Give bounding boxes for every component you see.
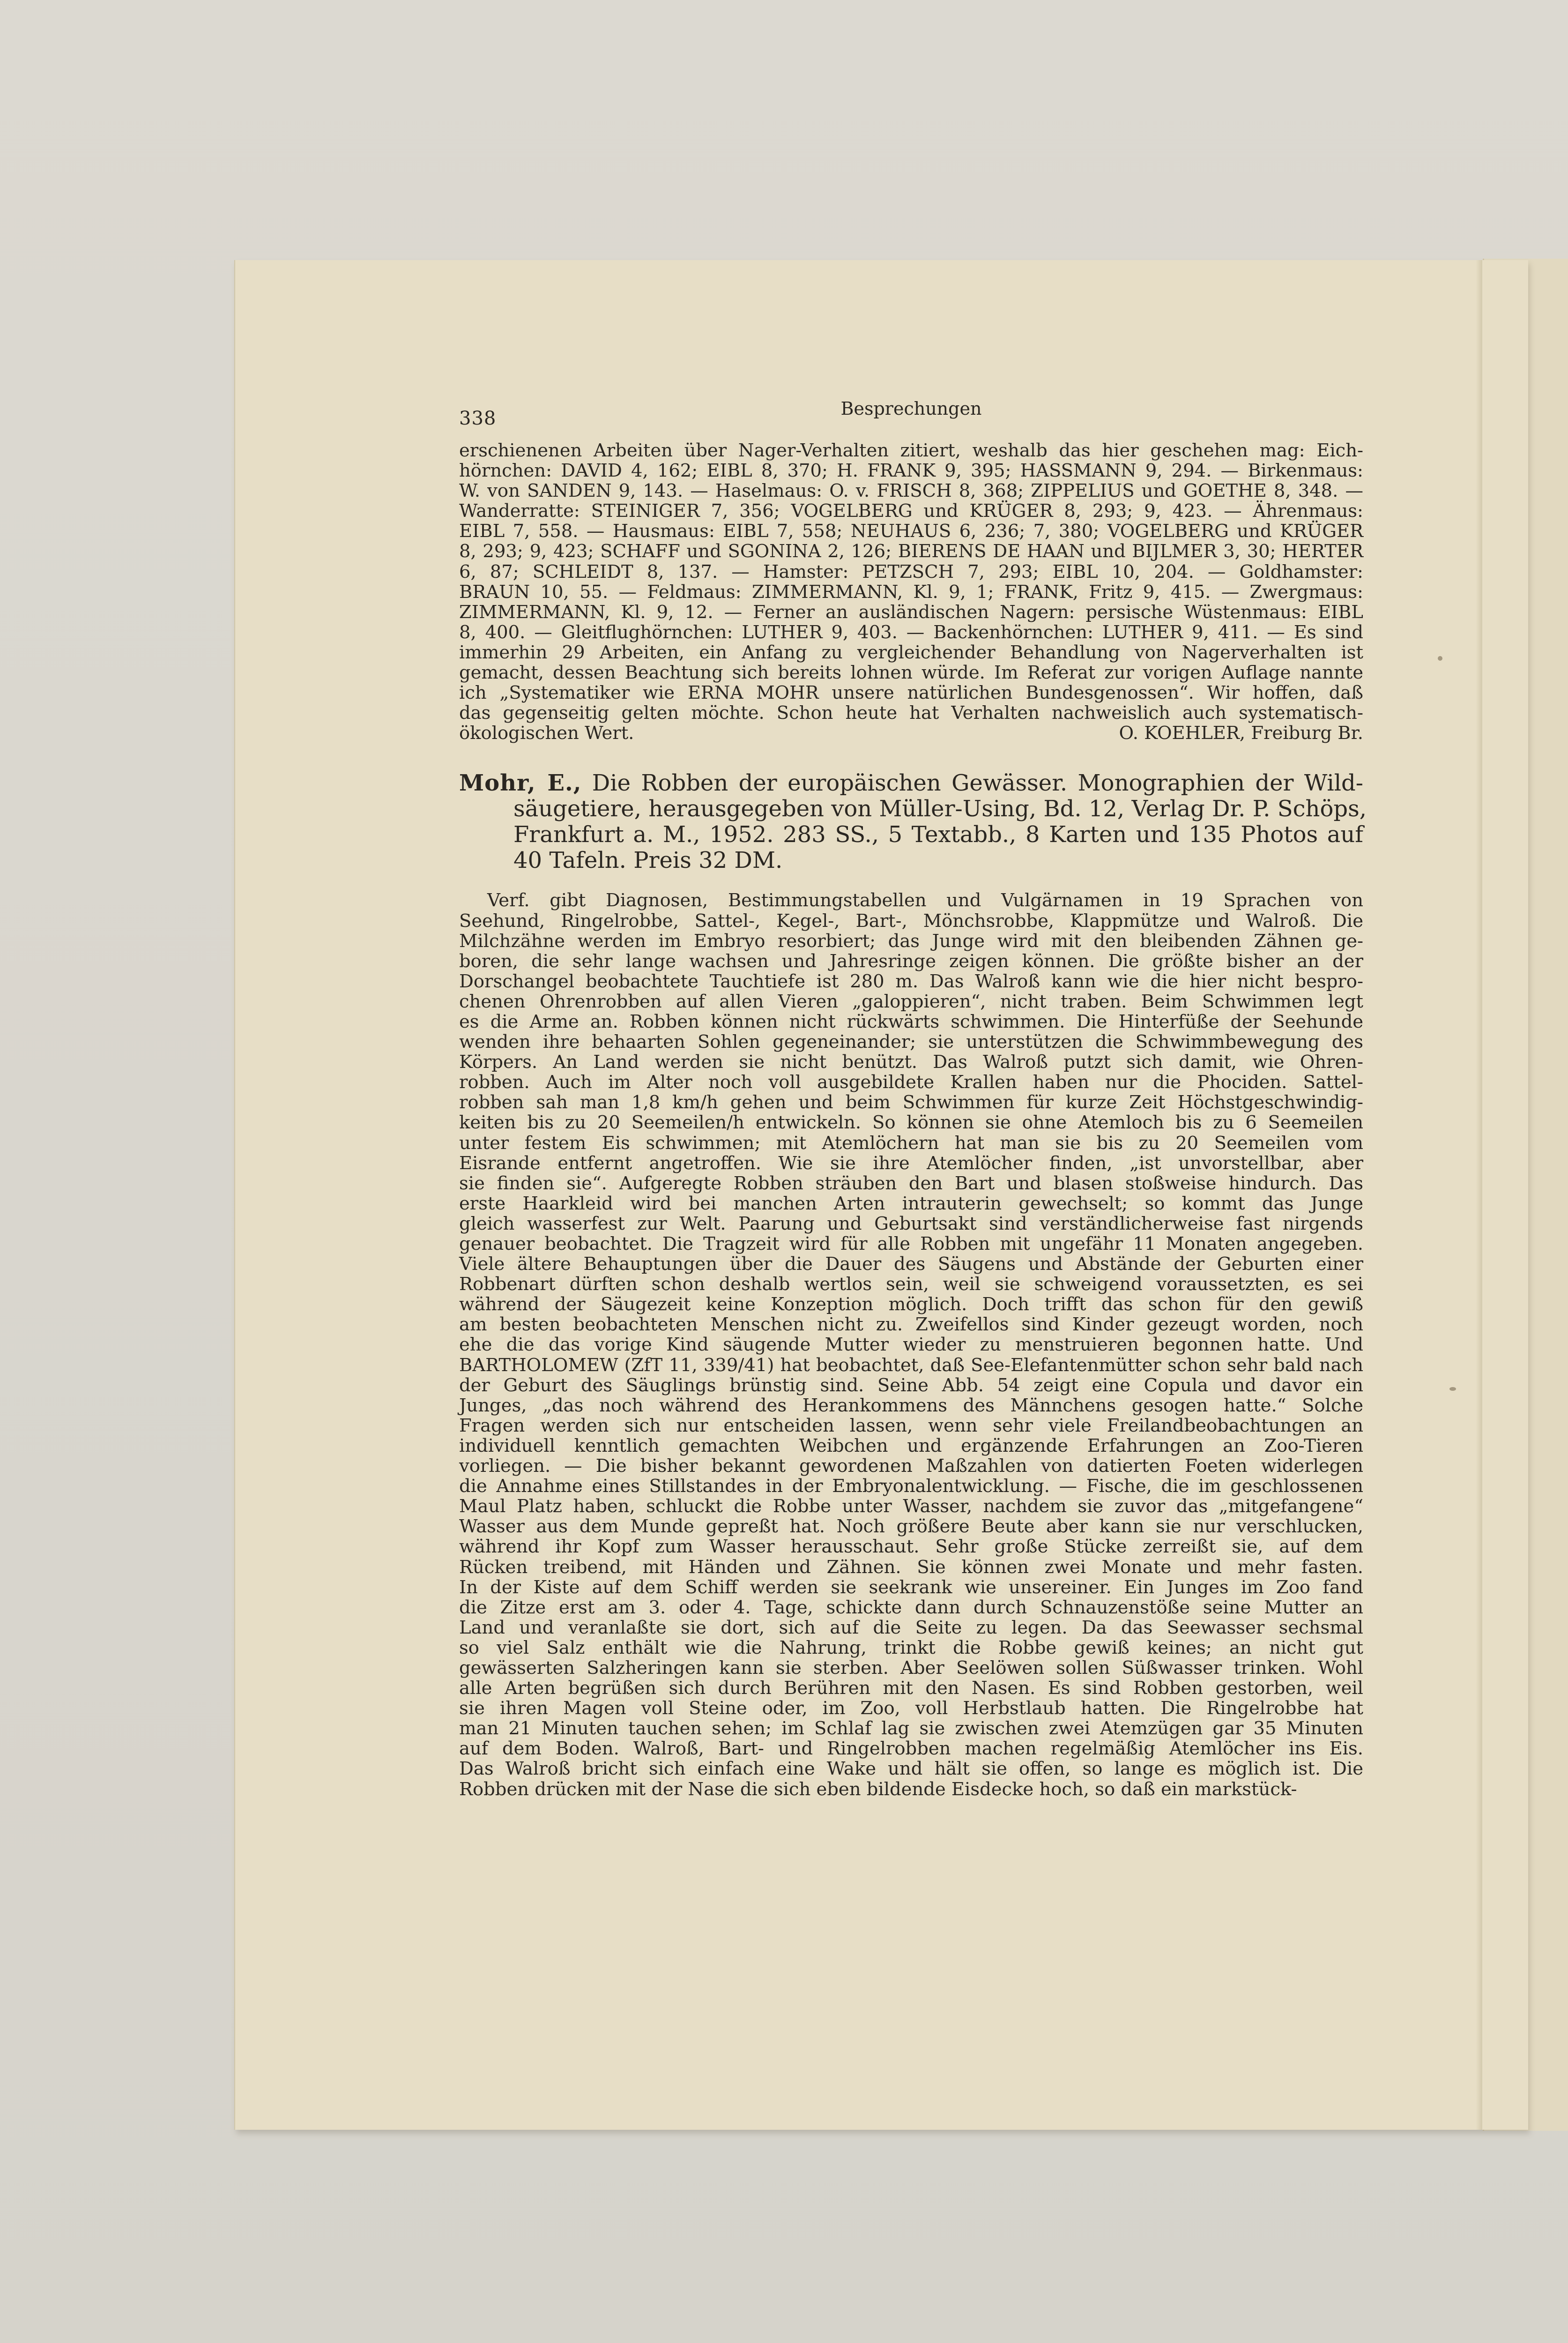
text-line: individuell kenntlich gemachten Weibchen und ergänzende Erfahrungen an Zoo-Tieren — [459, 1435, 1363, 1456]
page-fold-edge — [1476, 260, 1482, 2130]
review-heading-line — [459, 770, 1363, 796]
text-column — [459, 398, 1367, 1800]
text-line: ich „Systematiker wie ERNA MOHR unsere natürlichen Bundesgenossen“. Wir hoffen, daß — [459, 682, 1363, 704]
text-line: Wanderratte: STEINIGER 7, 356; VOGELBERG und KRÜGER 8, 293; 9, 423. — Ährenmaus: — [459, 500, 1363, 522]
text-line: es die Arme an. Robben können nicht rückwärts schwimmen. Die Hinterfüße der Seehunde — [459, 1011, 1363, 1032]
text-line: immerhin 29 Arbeiten, ein Anfang zu vergleichender Behandlung von Nagerverhalten ist — [459, 642, 1363, 663]
review-title-part: Die Robben der europäischen Gewässer. Monographien der Wild- — [592, 770, 1363, 797]
review-heading-line: 40 Tafeln. Preis 32 DM. — [513, 847, 783, 874]
paper-speck — [1438, 656, 1442, 661]
review-heading-line: Frankfurt a. M., 1952. 283 SS., 5 Textabb., 8 Karten und 135 Photos auf — [513, 821, 1363, 848]
text-line: EIBL 7, 558. — Hausmaus: EIBL 7, 558; NEUHAUS 6, 236; 7, 380; VOGELBERG und KRÜGER — [459, 521, 1363, 542]
text-line: BARTHOLOMEW (ZfT 11, 339/41) hat beobachtet, daß See-Elefantenmütter schon sehr bald nach — [459, 1354, 1363, 1376]
running-head: Besprechungen — [840, 398, 982, 419]
text-line: alle Arten begrüßen sich durch Berühren mit den Nasen. Es sind Robben gestorben, weil — [459, 1678, 1363, 1699]
text-line: robben. Auch im Alter noch voll ausgebildete Krallen haben nur die Phociden. Sattel- — [459, 1072, 1363, 1093]
text-line: robben sah man 1,8 km/h gehen und beim Schwimmen für kurze Zeit Höchstgeschwindig- — [459, 1092, 1363, 1113]
text-line: Dorschangel beobachtete Tauchtiefe ist 280 m. Das Walroß kann wie die hier nicht bespro- — [459, 970, 1363, 992]
review-body-text — [459, 890, 1363, 1799]
text-line: sie finden sie“. Aufgeregte Robben sträuben den Bart und blasen stoßweise hindurch. Das — [459, 1172, 1363, 1194]
text-line: Verf. gibt Diagnosen, Bestimmungstabellen und Vulgärnamen in 19 Sprachen von — [487, 890, 1363, 911]
text-line: Rücken treibend, mit Händen und Zähnen. Sie können zwei Monate und mehr fasten. — [459, 1556, 1363, 1578]
text-line: genauer beobachtet. Die Tragzeit wird für alle Robben mit ungefähr 11 Monaten angegeben. — [459, 1233, 1363, 1254]
text-line: das gegenseitig gelten möchte. Schon heute hat Verhalten nachweislich auch systematisch- — [459, 702, 1363, 724]
text-line: ehe die das vorige Kind säugende Mutter wieder zu menstruieren begonnen hatte. Und — [459, 1334, 1363, 1356]
text-line: 6, 87; SCHLEIDT 8, 137. — Hamster: PETZSCH 7, 293; EIBL 10, 204. — Goldhamster: — [459, 561, 1363, 582]
text-line: Robbenart dürften schon deshalb wertlos sein, weil sie schweigend voraussetzten, es sei — [459, 1274, 1363, 1295]
review-author: Mohr, E., — [459, 770, 582, 797]
text-line: Wasser aus dem Munde gepreßt hat. Noch größere Beute aber kann sie nur verschlucken, — [459, 1516, 1363, 1537]
text-line: Milchzähne werden im Embryo resorbiert; das Junge wird mit den bleibenden Zähnen ge- — [459, 930, 1363, 952]
text-line: die Annahme eines Stillstandes in der Embryonalentwicklung. — Fische, die im geschlossenen — [459, 1476, 1363, 1497]
text-line: keiten bis zu 20 Seemeilen/h entwickeln. So können sie ohne Atemloch bis zu 6 Seemeilen — [459, 1112, 1363, 1134]
text-line: der Geburt des Säuglings brünstig sind. Seine Abb. 54 zeigt eine Copula und davor ein — [459, 1374, 1363, 1396]
text-line: erste Haarkleid wird bei manchen Arten intrauterin gewechselt; so kommt das Junge — [459, 1193, 1363, 1214]
text-line: ZIMMERMANN, Kl. 9, 12. — Ferner an ausländischen Nagern: persische Wüstenmaus: EIBL — [459, 601, 1363, 623]
text-line: so viel Salz enthält wie die Nahrung, trinkt die Robbe gewiß keines; an nicht gut — [459, 1637, 1363, 1658]
text-line: W. von SANDEN 9, 143. — Haselmaus: O. v. FRISCH 8, 368; ZIPPELIUS und GOETHE 8, 348. — — [459, 480, 1363, 502]
text-line: Körpers. An Land werden sie nicht benützt. Das Walroß putzt sich damit, wie Ohren- — [459, 1052, 1363, 1073]
text-line: gewässerten Salzheringen kann sie sterben. Aber Seelöwen sollen Süßwasser trinken. Wohl — [459, 1657, 1363, 1679]
text-line: während der Säugezeit keine Konzeption möglich. Doch trifft das schon für den gewiß — [459, 1294, 1363, 1315]
text-line: 8, 293; 9, 423; SCHAFF und SGONINA 2, 126; BIERENS DE HAAN und BIJLMER 3, 30; HERTER — [459, 541, 1363, 562]
text-line: vorliegen. — Die bisher bekannt gewordenen Maßzahlen von datierten Foeten widerlegen — [459, 1455, 1363, 1477]
text-line: am besten beobachteten Menschen nicht zu. Zweifellos sind Kinder gezeugt worden, noch — [459, 1314, 1363, 1336]
reviewer-signature: O. KOEHLER, Freiburg Br. — [1119, 723, 1363, 744]
text-line: Das Walroß bricht sich einfach eine Wake und hält sie offen, so lange es möglich ist. Die — [459, 1758, 1363, 1780]
text-line: chenen Ohrenrobben auf allen Vieren „galoppieren“, nicht traben. Beim Schwimmen legt — [459, 991, 1363, 1012]
page-number: 338 — [459, 408, 497, 429]
text-line: sie ihren Magen voll Steine oder, im Zoo, voll Herbstlaub hatten. Die Ringelrobbe hat — [459, 1698, 1363, 1719]
paper-speck — [1449, 1387, 1456, 1391]
text-line: unter festem Eis schwimmen; mit Atemlöchern hat man sie bis zu 20 Seemeilen vom — [459, 1132, 1363, 1154]
text-line: Fragen werden sich nur entscheiden lassen, wenn sehr viele Freilandbeobachtungen an — [459, 1415, 1363, 1436]
text-line: erschienenen Arbeiten über Nager-Verhalten zitiert, weshalb das hier geschehen mag: Eich- — [459, 440, 1363, 461]
text-line: hörnchen: DAVID 4, 162; EIBL 8, 370; H. FRANK 9, 395; HASSMANN 9, 294. — Birkenmaus: — [459, 460, 1363, 482]
text-line: Robben drücken mit der Nase die sich eben bildende Eisdecke hoch, so daß ein markstück- — [459, 1778, 1297, 1800]
text-line: Land und veranlaßte sie dort, sich auf die Seite zu legen. Da das Seewasser sechsmal — [459, 1617, 1363, 1638]
review-heading-line: säugetiere, herausgegeben von Müller-Using, Bd. 12, Verlag Dr. P. Schöps, — [513, 796, 1367, 822]
review-heading — [459, 770, 1367, 874]
text-line: während ihr Kopf zum Wasser herausschaut. Sehr große Stücke zerreißt sie, auf dem — [459, 1536, 1363, 1558]
text-line: Junges, „das noch während des Herankommens des Männchens gesogen hatte.“ Solche — [459, 1395, 1363, 1416]
text-line: die Zitze erst am 3. oder 4. Tage, schickte dann durch Schnauzenstöße seine Mutter an — [459, 1597, 1363, 1618]
text-line: In der Kiste auf dem Schiff werden sie seekrank wie unsereiner. Ein Junges im Zoo fand — [459, 1576, 1363, 1598]
text-line: BRAUN 10, 55. — Feldmaus: ZIMMERMANN, Kl. 9, 1; FRANK, Fritz 9, 415. — Zwergmaus: — [459, 581, 1363, 603]
page-header — [459, 398, 1363, 440]
text-line: man 21 Minuten tauchen sehen; im Schlaf lag sie zwischen zwei Atemzügen gar 35 Minuten — [459, 1718, 1363, 1739]
previous-review-text — [459, 440, 1363, 743]
text-line: boren, die sehr lange wachsen und Jahresringe zeigen können. Die größte bisher an der — [459, 950, 1363, 972]
text-line: auf dem Boden. Walroß, Bart- und Ringelrobben machen regelmäßig Atemlöcher ins Eis. — [459, 1738, 1363, 1760]
text-line: wenden ihre behaarten Sohlen gegeneinander; sie unterstützen die Schwimmbewegung des — [459, 1031, 1363, 1053]
text-line: gleich wasserfest zur Welt. Paarung und Geburtsakt sind verständlicherweise fast nirgends — [459, 1213, 1363, 1234]
text-line: Maul Platz haben, schluckt die Robbe unter Wasser, nachdem sie zuvor das „mitgefangene“ — [459, 1496, 1363, 1517]
text-line: 8, 400. — Gleitflughörnchen: LUTHER 9, 403. — Backenhörnchen: LUTHER 9, 411. — Es sind — [459, 621, 1363, 643]
final-text-fragment: ökologischen Wert. — [459, 723, 634, 744]
signature-line — [459, 723, 1363, 743]
text-line: gemacht, dessen Beachtung sich bereits lohnen würde. Im Referat zur vorigen Auflage nannte — [459, 662, 1363, 684]
text-line: Viele ältere Behauptungen über die Dauer des Säugens und Abstände der Geburten einer — [459, 1254, 1363, 1275]
text-line: Seehund, Ringelrobbe, Sattel-, Kegel-, Bart-, Mönchsrobbe, Klappmütze und Walroß. Die — [459, 910, 1363, 932]
text-line: Eisrande entfernt angetroffen. Wie sie ihre Atemlöcher finden, „ist unvorstellbar, aber — [459, 1152, 1363, 1174]
